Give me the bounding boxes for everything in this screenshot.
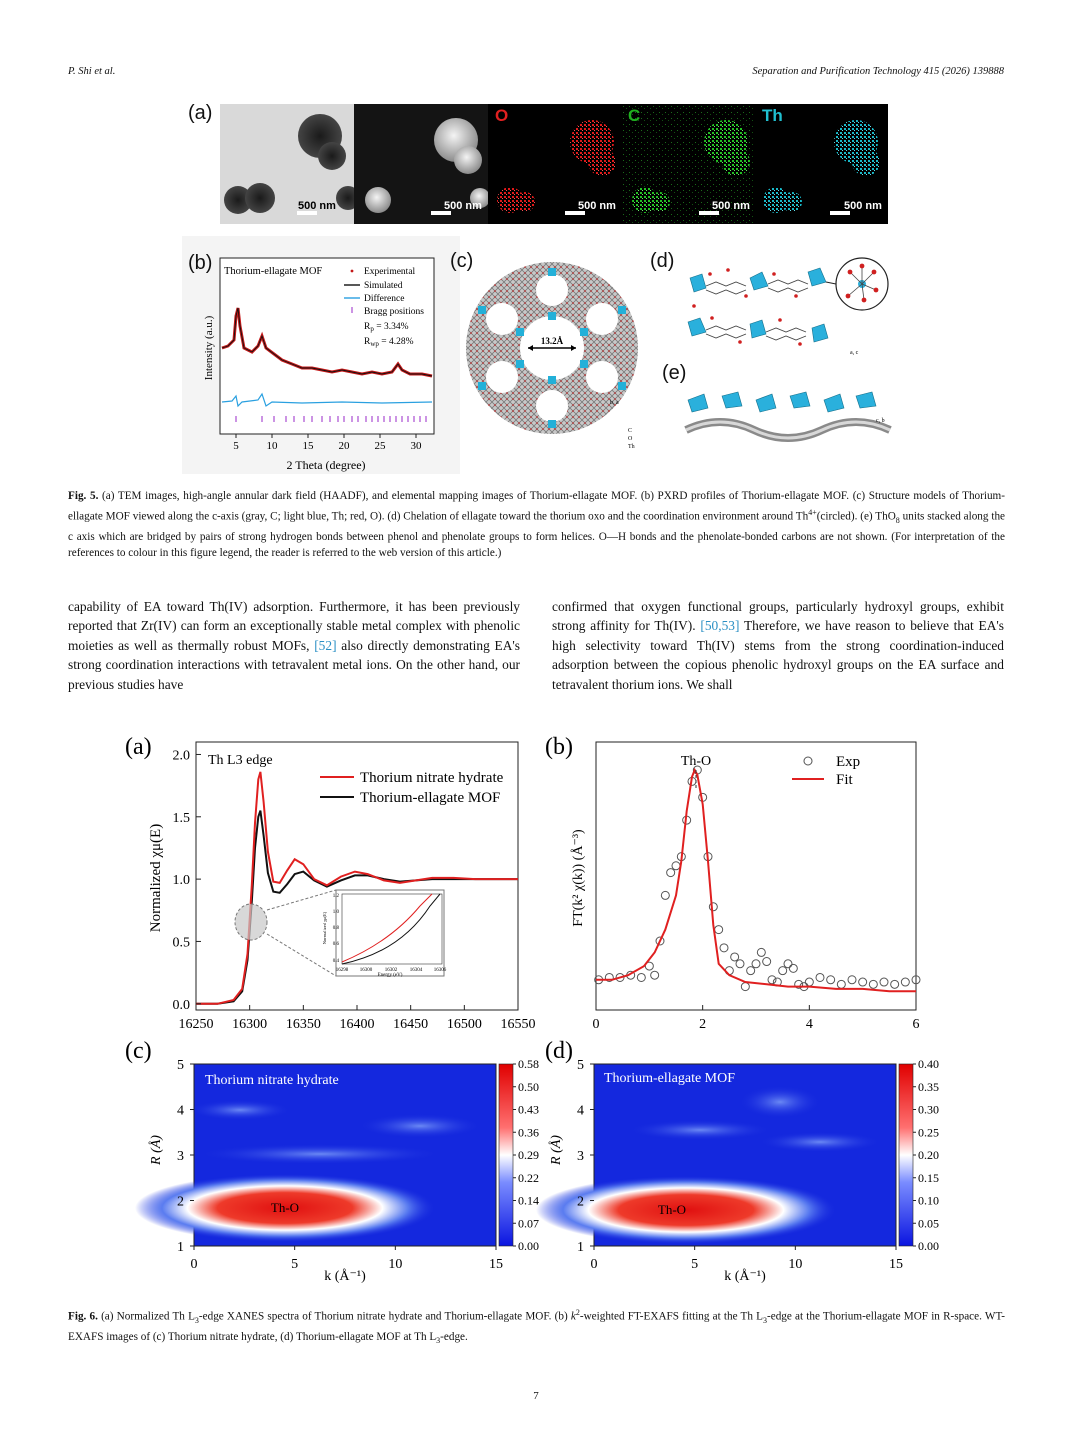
fig5-panel-c — [450, 244, 640, 458]
data-point — [672, 862, 680, 870]
colorbar-tick-label: 0.10 — [918, 1193, 939, 1208]
inset-tick-label: 16300 — [359, 968, 373, 973]
panel-label: (b) — [545, 734, 573, 760]
page-number: 7 — [533, 1390, 539, 1402]
x-tick-label: 5 — [691, 1257, 699, 1272]
plot-title: Thorium-ellagate MOF — [224, 266, 323, 277]
colorbar-tick-label: 0.20 — [918, 1148, 939, 1162]
y-axis-label: R (Å) — [149, 1135, 164, 1165]
y-tick-label: 1 — [577, 1240, 584, 1255]
colorbar-tick-label: 0.00 — [518, 1239, 539, 1253]
inset-x-label: Energy (eV) — [377, 973, 403, 978]
data-point — [720, 944, 728, 952]
data-point — [880, 978, 888, 986]
scale-bar-label: 500 nm — [444, 200, 482, 212]
x-tick-label: 6 — [912, 1017, 920, 1032]
colorbar-tick-label: 0.14 — [518, 1193, 539, 1208]
x-tick-label: 16350 — [285, 1017, 321, 1032]
inset-y-label: Normalized χμ(E) — [322, 911, 327, 945]
x-tick-label: 5 — [291, 1257, 299, 1272]
colorbar-tick-label: 0.30 — [918, 1102, 939, 1117]
inset-tick-label: 0.6 — [332, 942, 339, 947]
data-point — [757, 948, 765, 956]
data-point — [869, 980, 877, 988]
data-point — [741, 983, 749, 991]
scale-bar-label: 500 nm — [712, 200, 750, 212]
y-tick-label: 4 — [177, 1103, 184, 1119]
inset-tick-label: 16298 — [335, 968, 349, 973]
pxrd-plot — [182, 236, 460, 474]
map-title: Thorium nitrate hydrate — [205, 1073, 339, 1088]
x-axis-label: 2 Theta (degree) — [286, 458, 366, 472]
fig6-caption: Fig. 6. (a) Normalized Th $L_3$-edge XANES spectra of Thorium nitrate hydrate and Thorium-ellagate MOF. (b) $k^2$-weighted FT-EXAFS fitting at the Th $L_3$-edge at the Thorium-ellagate MOF in R-space. WT-EXAFS images of (c) Thorium nitrate hydrate, (d) Thorium-ellagate MOF at Th $L_3$-edge. — [68, 1308, 1005, 1346]
data-point — [667, 869, 675, 877]
inset-tick-label: 16304 — [409, 968, 423, 973]
data-point — [848, 976, 856, 984]
chelation-and-helix-models — [650, 244, 900, 458]
data-point — [859, 978, 867, 986]
axis-legend: Th — [628, 444, 635, 450]
citation-link[interactable]: [50,53] — [700, 618, 740, 634]
y-tick-label: 1.5 — [172, 810, 190, 826]
series-line — [596, 770, 916, 991]
axis-legend: C — [628, 428, 633, 434]
colorbar-tick-label: 0.58 — [518, 1057, 539, 1071]
x-tick-label: 25 — [374, 440, 386, 452]
wt-exafs-map-mof — [536, 1057, 939, 1284]
axis-indicator: a, c — [850, 350, 859, 356]
y-axis-label: FT(k² χ(k)) (Å⁻³) — [571, 829, 586, 927]
x-tick-label: 15 — [302, 440, 314, 452]
y-tick-label: 2.0 — [172, 748, 190, 764]
data-point — [763, 958, 771, 966]
panel-label: (a) — [125, 734, 152, 760]
x-tick-label: 20 — [338, 440, 350, 452]
rwp-text: $R_{wp} = 4.28\%$ — [364, 337, 414, 348]
pore-size-label: 13.2Å — [540, 336, 564, 346]
peak-annotation: Th-O — [680, 754, 712, 769]
x-tick-label: 15 — [489, 1257, 503, 1272]
y-tick-label: 5 — [177, 1058, 184, 1073]
inset-tick-label: 16302 — [384, 968, 398, 973]
data-point — [789, 964, 797, 972]
legend-label: Simulated — [364, 281, 403, 291]
wt-exafs-map-nitrate — [135, 1057, 539, 1284]
legend-label: Exp — [836, 754, 861, 770]
colorbar-tick-label: 0.50 — [518, 1079, 539, 1094]
inset-tick-label: 0.4 — [332, 959, 339, 964]
axis-indicator: b, a — [610, 400, 619, 406]
x-axis-label: k (Å⁻¹) — [324, 1269, 366, 1284]
colorbar-tick-label: 0.43 — [518, 1102, 539, 1117]
data-point — [837, 980, 845, 988]
data-point — [709, 903, 717, 911]
panel-label: (d) — [650, 250, 675, 272]
inset-tick-label: 16306 — [433, 968, 447, 973]
x-tick-label: 10 — [266, 440, 278, 452]
x-tick-label: 16500 — [446, 1017, 482, 1032]
y-axis-label: R (Å) — [549, 1135, 564, 1165]
running-header-authors: P. Shi et al. — [68, 66, 116, 77]
y-tick-label: 1.0 — [172, 873, 190, 889]
x-tick-label: 15 — [889, 1257, 903, 1272]
scale-bar-label: 500 nm — [578, 200, 616, 212]
data-point — [891, 980, 899, 988]
inset-tick-label: 1.0 — [332, 910, 339, 915]
scale-bar-label: 500 nm — [844, 200, 882, 212]
y-tick-label: 0.5 — [172, 935, 190, 951]
y-axis-label: Intensity (a.u.) — [203, 315, 215, 381]
axis-legend: O — [628, 436, 633, 442]
rp-text: $R_p = 3.34\%$ — [364, 322, 409, 333]
panel-label: (d) — [545, 1038, 573, 1064]
legend-label: Experimental — [364, 267, 416, 277]
data-point — [736, 960, 744, 968]
x-tick-label: 16400 — [339, 1017, 375, 1032]
colorbar-tick-label: 0.29 — [518, 1148, 539, 1162]
x-tick-label: 0 — [590, 1257, 598, 1272]
mof-framework-model — [460, 244, 640, 458]
y-tick-label: 2 — [177, 1194, 184, 1210]
x-axis-label: k (Å⁻¹) — [724, 1269, 766, 1284]
fig5-panel-b — [182, 236, 460, 474]
axis-indicator: c, b — [876, 418, 885, 424]
citation-link[interactable]: [52] — [314, 637, 337, 653]
peak-annotation: Th-O — [657, 1202, 687, 1217]
x-tick-label: 16550 — [500, 1017, 536, 1032]
running-header-journal: Separation and Purification Technology 415 (2026) 139888 — [752, 66, 1004, 77]
legend-label: Thorium-ellagate MOF — [360, 790, 501, 806]
colorbar-tick-label: 0.36 — [518, 1125, 539, 1140]
data-point — [651, 971, 659, 979]
data-point — [731, 953, 739, 961]
map-title: Thorium-ellagate MOF — [604, 1071, 736, 1086]
panel-label: (e) — [662, 362, 687, 384]
x-tick-label: 10 — [788, 1257, 803, 1272]
x-tick-label: 16250 — [178, 1017, 214, 1032]
legend-label: Thorium nitrate hydrate — [360, 770, 504, 786]
inset-tick-label: 1.2 — [332, 894, 339, 899]
x-tick-label: 0 — [190, 1257, 198, 1272]
x-tick-label: 2 — [699, 1017, 707, 1032]
data-point — [661, 891, 669, 899]
legend-label: Difference — [364, 294, 405, 304]
y-tick-label: 3 — [577, 1149, 584, 1164]
fig5-panel-a — [182, 100, 888, 224]
colorbar-tick-label: 0.00 — [918, 1239, 939, 1253]
body-text-left: capability of EA toward Th(IV) adsorption. Furthermore, it has been previously reported that Zr(IV) can form an exceptionally stable metal complex with phenolic moieties as well as thermally robust MOFs, [52] also directly demonstrating EA's strong coordination interactions with tetravalent metal ions. On the other hand, our previous studies have — [68, 599, 520, 692]
data-point — [779, 967, 787, 975]
data-point — [637, 973, 645, 981]
data-point — [805, 978, 813, 986]
legend-label: Fit — [836, 772, 853, 788]
x-tick-label: 16450 — [393, 1017, 429, 1032]
colorbar-tick-label: 0.15 — [918, 1170, 939, 1185]
colorbar-tick-label: 0.22 — [518, 1170, 539, 1185]
ft-exafs-plot — [570, 742, 920, 1032]
colorbar-tick-label: 0.07 — [518, 1216, 539, 1231]
data-point — [901, 978, 909, 986]
y-tick-label: 1 — [177, 1240, 184, 1255]
y-tick-label: 4 — [577, 1103, 584, 1119]
edge-annotation: Th L3 edge — [208, 753, 273, 768]
y-axis-label: Normalized χμ(E) — [148, 823, 164, 933]
data-point — [827, 976, 835, 984]
x-tick-label: 5 — [233, 440, 239, 452]
data-point — [752, 960, 760, 968]
data-point — [715, 926, 723, 934]
panel-label: (b) — [188, 252, 213, 274]
colorbar-tick-label: 0.40 — [918, 1057, 939, 1071]
x-tick-label: 16300 — [232, 1017, 268, 1032]
body-text-right: confirmed that oxygen functional groups, particularly hydroxyl groups, exhibit strong affinity for Th(IV). [50,53] Therefore, we have reason to believe that EA's high selectivity toward Th(IV) stems from the strong coordination-induced adsorption between the copious phenolic hydroxyl groups on the EA surface and tetravalent thorium ions. We shall — [552, 599, 1004, 692]
data-point — [784, 960, 792, 968]
x-tick-label: 10 — [388, 1257, 403, 1272]
peak-annotation: Th-O — [270, 1200, 300, 1215]
data-point — [768, 976, 776, 984]
panel-label: (c) — [125, 1038, 152, 1064]
y-tick-label: 5 — [577, 1058, 584, 1073]
x-tick-label: 4 — [805, 1017, 813, 1032]
y-tick-label: 2 — [577, 1194, 584, 1210]
fig6-figure — [120, 730, 950, 1292]
colorbar-tick-label: 0.05 — [918, 1216, 939, 1231]
colorbar-tick-label: 0.35 — [918, 1079, 939, 1094]
map-label-O: O — [495, 106, 509, 125]
panel-label: (c) — [450, 250, 474, 272]
x-tick-label: 0 — [592, 1017, 600, 1032]
y-tick-label: 3 — [177, 1149, 184, 1164]
data-point — [816, 973, 824, 981]
fig5-caption: Fig. 5. (a) TEM images, high-angle annular dark field (HAADF), and elemental mapping images of Thorium-ellagate MOF. (b) PXRD profiles of Thorium-ellagate MOF. (c) Structure models of Thorium-ellagate MOF viewed along the c-axis (gray, C; light blue, Th; red, O). (d) Chelation of ellagate toward the thorium oxo and the coordination environment around $Th^{4+}(circled)$. (e) ThO$_8$ units stacked along the c axis which are bridged by pairs of strong hydrogen bonds between phenol and phenolate groups to form helices. O—H bonds and the phenolate-bonded carbons are not shown. (For interpretation of the references to colour in this figure legend, the reader is referred to the web version of this article.) — [68, 490, 1006, 560]
colorbar-tick-label: 0.25 — [918, 1125, 939, 1140]
x-tick-label: 30 — [410, 440, 422, 452]
inset-tick-label: 0.8 — [332, 926, 339, 931]
legend-label: Bragg positions — [364, 307, 424, 317]
map-label-Th: Th — [762, 106, 783, 125]
y-tick-label: 0.0 — [172, 997, 190, 1013]
fig5-panel-d-e — [650, 244, 900, 458]
panel-label: (a) — [188, 102, 213, 124]
scale-bar-label: 500 nm — [298, 200, 336, 212]
map-label-C: C — [628, 106, 641, 125]
data-point — [747, 967, 755, 975]
xanes-plot — [148, 742, 536, 1032]
